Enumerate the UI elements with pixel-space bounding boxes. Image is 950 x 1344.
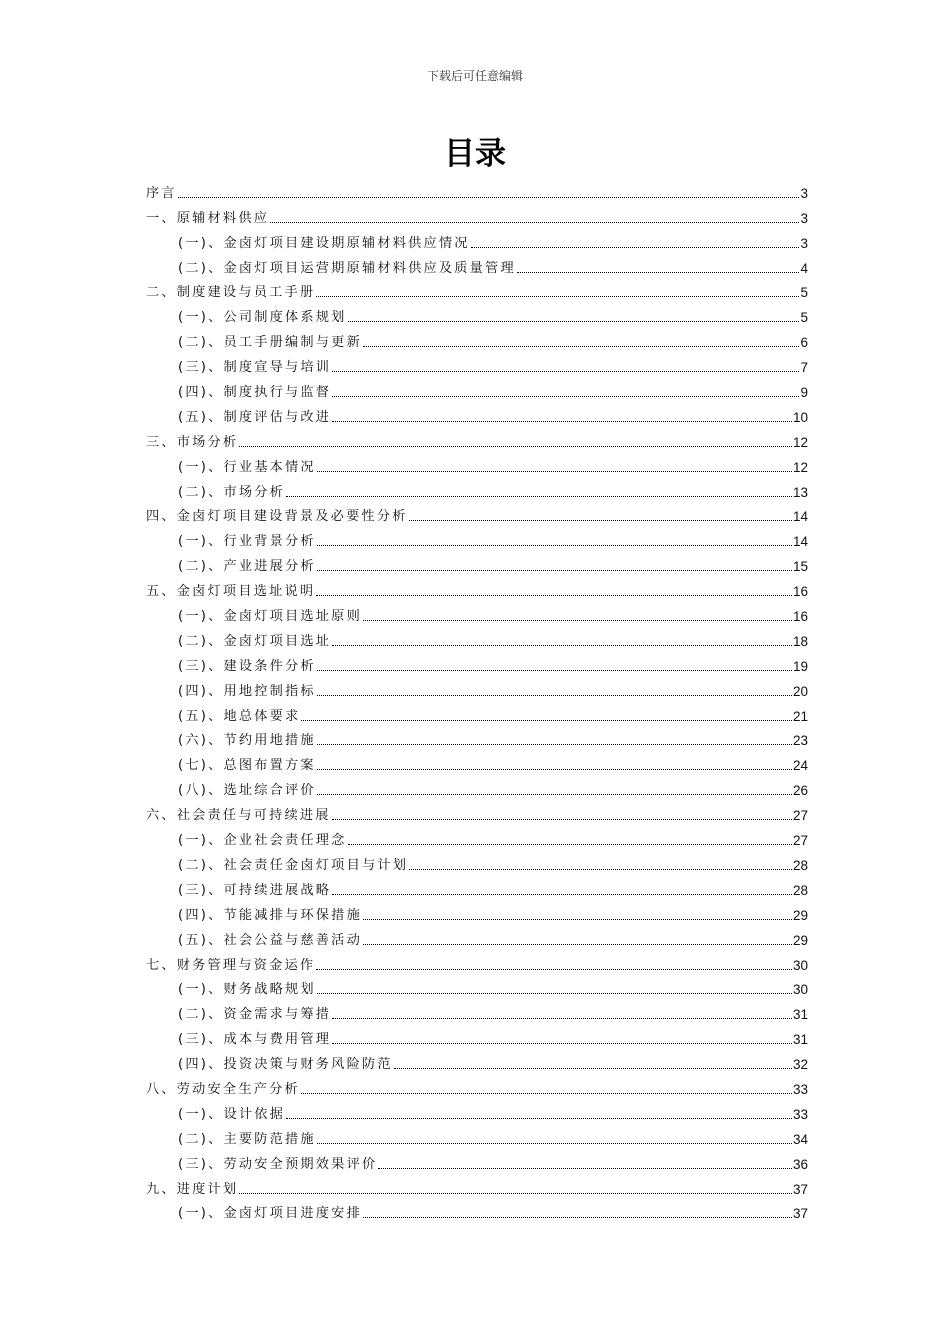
- toc-entry[interactable]: [146, 675, 808, 700]
- toc-entry-label: (七)、总图布置方案: [178, 758, 316, 774]
- toc-dot-leader: [332, 1043, 792, 1044]
- toc-entry-page-number: 15: [792, 559, 808, 575]
- toc-entry-label: (二)、市场分析: [178, 484, 286, 500]
- toc-dot-leader: [239, 446, 792, 447]
- toc-entry[interactable]: [146, 525, 808, 550]
- toc-dot-leader: [178, 197, 800, 198]
- toc-dot-leader: [317, 744, 792, 745]
- toc-entry-label: 七、财务管理与资金运作: [146, 957, 316, 973]
- toc-entry-label: 五、金卤灯项目选址说明: [146, 584, 316, 600]
- toc-entry[interactable]: [146, 1148, 808, 1173]
- toc-entry-page-number: 16: [792, 584, 808, 600]
- toc-entry-label: (五)、社会公益与慈善活动: [178, 932, 362, 948]
- toc-entry-label: (一)、行业背景分析: [178, 534, 316, 550]
- toc-entry-page-number: 20: [792, 683, 808, 699]
- toc-dot-leader: [332, 645, 792, 646]
- toc-entry-page-number: 27: [792, 808, 808, 824]
- toc-dot-leader: [332, 371, 799, 372]
- toc-entry-page-number: 27: [792, 833, 808, 849]
- toc-entry[interactable]: [146, 575, 808, 600]
- toc-dot-leader: [348, 321, 800, 322]
- toc-entry-label: 二、制度建设与员工手册: [146, 285, 316, 301]
- toc-dot-leader: [332, 396, 799, 397]
- toc-entry-page-number: 12: [792, 434, 808, 450]
- toc-entry-label: (五)、制度评估与改进: [178, 409, 332, 425]
- toc-entry-page-number: 10: [792, 409, 808, 425]
- toc-entry-label: (二)、资金需求与筹措: [178, 1007, 332, 1023]
- toc-entry[interactable]: [146, 501, 808, 526]
- toc-entry-label: (四)、制度执行与监督: [178, 385, 332, 401]
- toc-entry[interactable]: [146, 227, 808, 252]
- toc-entry-page-number: 26: [792, 783, 808, 799]
- toc-entry-page-number: 29: [792, 932, 808, 948]
- toc-entry-page-number: 7: [800, 360, 808, 376]
- toc-entry[interactable]: [146, 974, 808, 999]
- toc-entry-page-number: 12: [792, 459, 808, 475]
- toc-dot-leader: [363, 1217, 792, 1218]
- toc-entry[interactable]: [146, 774, 808, 799]
- toc-entry-page-number: 16: [792, 609, 808, 625]
- toc-entry[interactable]: [146, 799, 808, 824]
- page-title: 目录: [444, 136, 506, 172]
- toc-entry-label: (四)、投资决策与财务风险防范: [178, 1057, 393, 1073]
- toc-dot-leader: [316, 969, 792, 970]
- toc-dot-leader: [332, 1018, 792, 1019]
- toc-dot-leader: [363, 346, 800, 347]
- toc-entry-label: (四)、用地控制指标: [178, 683, 316, 699]
- toc-entry[interactable]: [146, 1073, 808, 1098]
- toc-dot-leader: [317, 570, 792, 571]
- toc-entry[interactable]: [146, 824, 808, 849]
- toc-dot-leader: [316, 595, 792, 596]
- toc-dot-leader: [317, 545, 792, 546]
- toc-entry-page-number: 30: [792, 957, 808, 973]
- toc-entry-label: 九、进度计划: [146, 1181, 239, 1197]
- toc-dot-leader: [332, 421, 792, 422]
- toc-entry[interactable]: [146, 949, 808, 974]
- toc-entry[interactable]: [146, 725, 808, 750]
- toc-dot-leader: [239, 1193, 792, 1194]
- toc-dot-leader: [363, 944, 792, 945]
- toc-entry-page-number: 18: [792, 633, 808, 649]
- toc-entry-label: 六、社会责任与可持续进展: [146, 808, 331, 824]
- toc-entry[interactable]: [146, 899, 808, 924]
- toc-entry-page-number: 33: [792, 1081, 808, 1097]
- toc-entry-label: (二)、金卤灯项目选址: [178, 633, 332, 649]
- toc-entry-page-number: 37: [792, 1181, 808, 1197]
- toc-entry-label: (一)、金卤灯项目进度安排: [178, 1206, 362, 1222]
- toc-entry[interactable]: [146, 401, 808, 426]
- toc-dot-leader: [317, 670, 792, 671]
- toc-entry[interactable]: [146, 326, 808, 351]
- toc-entry-label: (二)、产业进展分析: [178, 559, 316, 575]
- toc-entry-label: (一)、企业社会责任理念: [178, 833, 347, 849]
- toc-entry[interactable]: [146, 924, 808, 949]
- toc-dot-leader: [409, 520, 792, 521]
- toc-entry[interactable]: [146, 1198, 808, 1223]
- toc-entry-page-number: 33: [792, 1106, 808, 1122]
- toc-dot-leader: [363, 919, 792, 920]
- toc-dot-leader: [317, 695, 792, 696]
- toc-entry-label: 序言: [146, 185, 177, 201]
- toc-entry[interactable]: [146, 277, 808, 302]
- toc-entry-label: (三)、制度宣导与培训: [178, 360, 332, 376]
- toc-entry-page-number: 29: [792, 907, 808, 923]
- toc-entry-label: (三)、可持续进展战略: [178, 882, 332, 898]
- toc-dot-leader: [332, 894, 792, 895]
- toc-entry-page-number: 34: [792, 1131, 808, 1147]
- toc-entry-label: (五)、地总体要求: [178, 708, 301, 724]
- toc-entry-label: (二)、主要防范措施: [178, 1131, 316, 1147]
- toc-entry-page-number: 6: [800, 335, 808, 351]
- toc-dot-leader: [317, 794, 792, 795]
- toc-entry[interactable]: [146, 874, 808, 899]
- toc-entry[interactable]: [146, 700, 808, 725]
- toc-dot-leader: [332, 819, 792, 820]
- toc-entry-page-number: 14: [792, 534, 808, 550]
- toc-entry[interactable]: [146, 749, 808, 774]
- toc-entry-label: (三)、建设条件分析: [178, 658, 316, 674]
- toc-entry[interactable]: [146, 600, 808, 625]
- toc-dot-leader: [301, 1093, 792, 1094]
- toc-dot-leader: [286, 496, 792, 497]
- toc-entry-label: 八、劳动安全生产分析: [146, 1081, 300, 1097]
- toc-entry[interactable]: [146, 1098, 808, 1123]
- toc-entry-label: (二)、员工手册编制与更新: [178, 335, 362, 351]
- toc-entry-page-number: 31: [792, 1007, 808, 1023]
- toc-entry-page-number: 4: [800, 260, 808, 276]
- toc-entry-page-number: 24: [792, 758, 808, 774]
- toc-entry-page-number: 19: [792, 658, 808, 674]
- toc-entry-page-number: 30: [792, 982, 808, 998]
- toc-entry-page-number: 21: [792, 708, 808, 724]
- toc-dot-leader: [348, 844, 792, 845]
- toc-entry[interactable]: [146, 252, 808, 277]
- toc-entry-page-number: 28: [792, 882, 808, 898]
- toc-entry[interactable]: [146, 1123, 808, 1148]
- table-of-contents: [146, 177, 808, 1222]
- toc-entry-label: (二)、社会责任金卤灯项目与计划: [178, 857, 409, 873]
- toc-dot-leader: [378, 1168, 792, 1169]
- toc-entry-page-number: 32: [792, 1057, 808, 1073]
- toc-entry-page-number: 36: [792, 1156, 808, 1172]
- toc-dot-leader: [409, 869, 792, 870]
- toc-entry[interactable]: [146, 625, 808, 650]
- toc-entry-label: (一)、财务战略规划: [178, 982, 316, 998]
- toc-dot-leader: [317, 1143, 792, 1144]
- toc-entry[interactable]: [146, 301, 808, 326]
- toc-entry-page-number: 13: [792, 484, 808, 500]
- toc-dot-leader: [317, 769, 792, 770]
- toc-entry-page-number: 9: [800, 385, 808, 401]
- toc-entry-label: (一)、金卤灯项目选址原则: [178, 609, 362, 625]
- toc-entry-page-number: 5: [800, 310, 808, 326]
- toc-entry[interactable]: [146, 1173, 808, 1198]
- toc-dot-leader: [316, 296, 799, 297]
- toc-entry[interactable]: [146, 650, 808, 675]
- toc-entry-label: 一、原辅材料供应: [146, 210, 270, 226]
- toc-entry-page-number: 3: [800, 235, 808, 251]
- toc-entry[interactable]: [146, 1048, 808, 1073]
- toc-entry[interactable]: [146, 998, 808, 1023]
- toc-entry-page-number: 31: [792, 1032, 808, 1048]
- toc-entry-label: (一)、设计依据: [178, 1106, 286, 1122]
- toc-dot-leader: [301, 720, 792, 721]
- toc-entry[interactable]: [146, 351, 808, 376]
- toc-dot-leader: [317, 993, 792, 994]
- toc-entry[interactable]: [146, 550, 808, 575]
- toc-entry-label: (一)、公司制度体系规划: [178, 310, 347, 326]
- toc-entry-label: 四、金卤灯项目建设背景及必要性分析: [146, 509, 408, 525]
- toc-entry[interactable]: [146, 451, 808, 476]
- toc-entry-label: (一)、行业基本情况: [178, 459, 316, 475]
- toc-entry-label: (六)、节约用地措施: [178, 733, 316, 749]
- toc-entry-label: (三)、成本与费用管理: [178, 1032, 332, 1048]
- toc-dot-leader: [517, 272, 800, 273]
- toc-entry-page-number: 14: [792, 509, 808, 525]
- toc-entry-label: (一)、金卤灯项目建设期原辅材料供应情况: [178, 235, 470, 251]
- toc-entry-page-number: 28: [792, 857, 808, 873]
- toc-entry[interactable]: [146, 476, 808, 501]
- toc-dot-leader: [394, 1068, 792, 1069]
- toc-dot-leader: [471, 247, 800, 248]
- toc-entry-label: (二)、金卤灯项目运营期原辅材料供应及质量管理: [178, 260, 516, 276]
- toc-entry-page-number: 37: [792, 1206, 808, 1222]
- toc-entry-page-number: 3: [800, 185, 808, 201]
- toc-entry[interactable]: [146, 376, 808, 401]
- toc-entry-label: (四)、节能减排与环保措施: [178, 907, 362, 923]
- toc-entry[interactable]: [146, 177, 808, 202]
- toc-entry[interactable]: [146, 849, 808, 874]
- toc-dot-leader: [270, 222, 799, 223]
- toc-dot-leader: [286, 1118, 792, 1119]
- toc-dot-leader: [363, 620, 792, 621]
- toc-entry-page-number: 5: [800, 285, 808, 301]
- toc-entry[interactable]: [146, 426, 808, 451]
- toc-entry-page-number: 23: [792, 733, 808, 749]
- toc-entry-page-number: 3: [800, 210, 808, 226]
- toc-entry-label: 三、市场分析: [146, 434, 239, 450]
- toc-entry-label: (八)、选址综合评价: [178, 783, 316, 799]
- header-note: 下载后可任意编辑: [426, 69, 523, 83]
- toc-dot-leader: [317, 471, 792, 472]
- toc-entry[interactable]: [146, 1023, 808, 1048]
- toc-entry-label: (三)、劳动安全预期效果评价: [178, 1156, 378, 1172]
- toc-entry[interactable]: [146, 202, 808, 227]
